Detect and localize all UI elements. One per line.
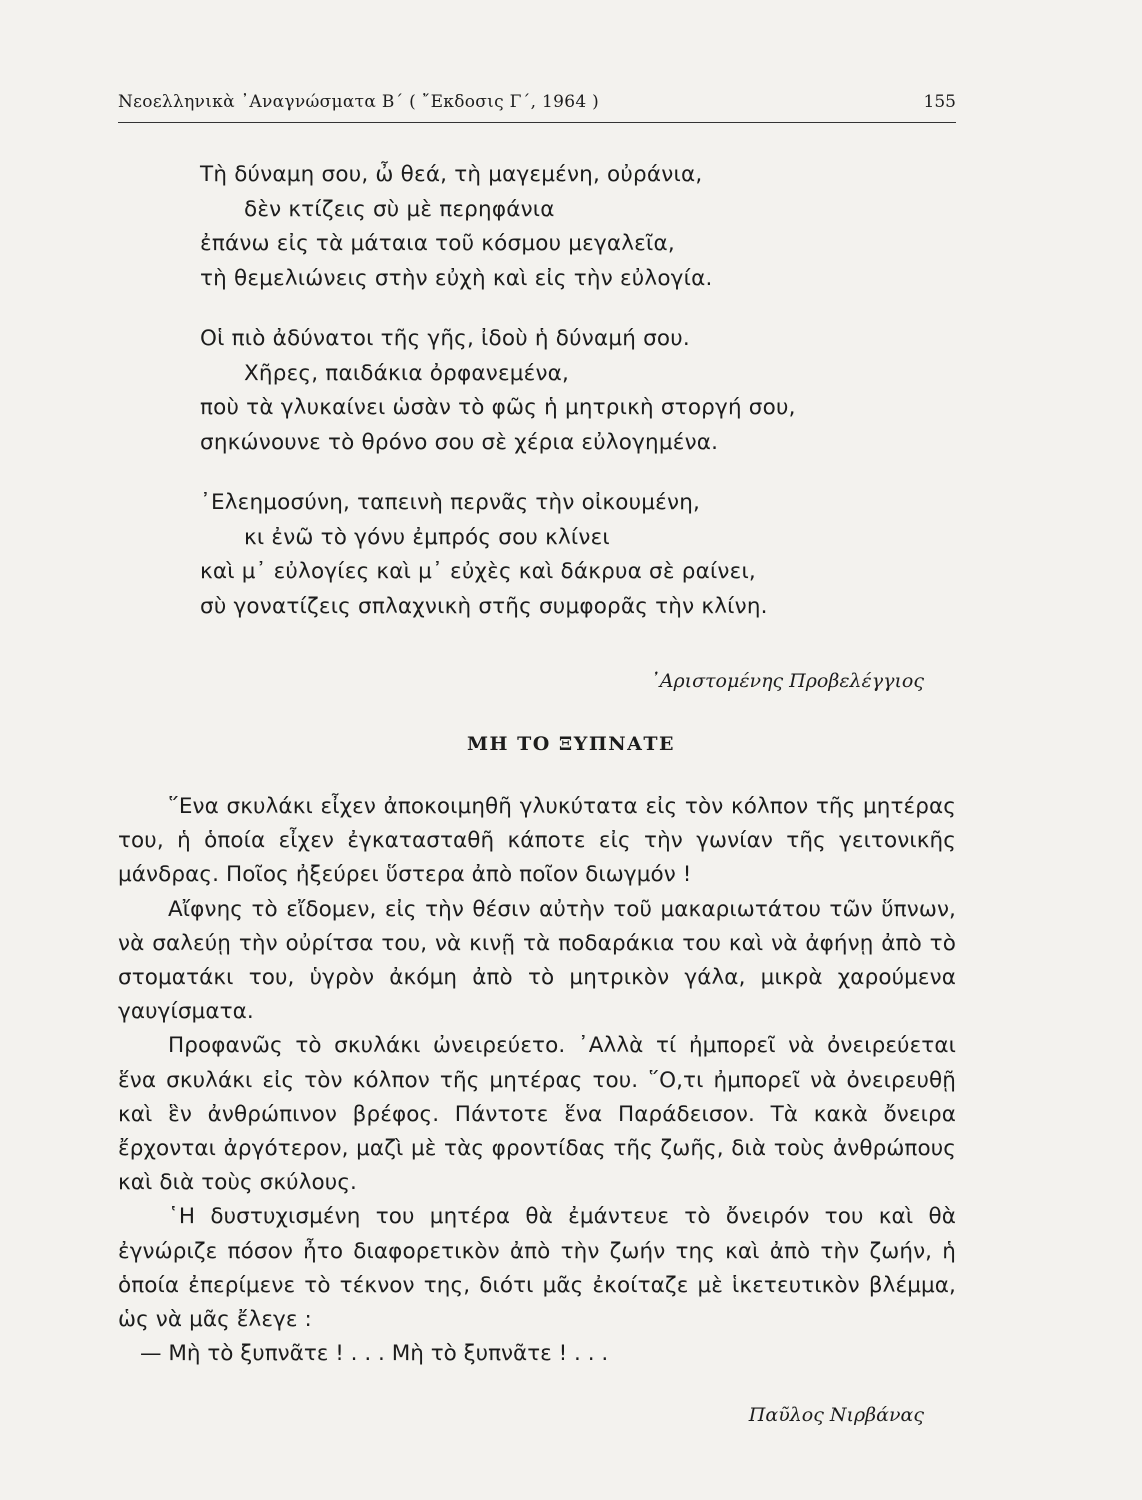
story-body [118, 790, 956, 1371]
poem-line: Οἱ πιὸ ἀδύνατοι τῆς γῆς, ἰδοὺ ἡ δύναμή σου. [200, 326, 690, 351]
page-number: 155 [923, 92, 956, 112]
poem-line: δὲν κτίζεις σὺ μὲ περηφάνια [244, 196, 555, 222]
story-paragraph: ῾Η δυστυχισμένη του μητέρα θὰ ἐμάντευε τὸ ὄνειρόν του καὶ θὰ ἐγνώριζε πόσον ἦτο διαφορετικὸν ἀπὸ τὴν ζωήν της καὶ ἀπὸ τὴν ζωήν, ἡ ὁποία ἐπερίμενε τὸ τέκνον της, διότι μᾶς ἐκοίταζε μὲ ἱκετευτικὸν βλέμμα, ὡς νὰ μᾶς ἔλεγε : [118, 1204, 956, 1333]
poem-stanza [200, 486, 960, 624]
story-title: ΜΗ ΤΟ ΞΥΠΝΑΤΕ [466, 733, 675, 755]
poem-line: σηκώνουνε τὸ θρόνο σου σὲ χέρια εὐλογημένα. [200, 429, 719, 455]
poem-line: ᾿Ελεημοσύνη, ταπεινὴ περνᾶς τὴν οἰκουμένη, [200, 490, 701, 515]
story-author: Παῦλος Νιρβάνας [748, 1404, 924, 1426]
poem-line: Τὴ δύναμη σου, ὦ θεά, τὴ μαγεμένη, οὐράνια, [200, 162, 703, 187]
poem [200, 158, 960, 650]
story-paragraph: Αἴφνης τὸ εἴδομεν, εἰς τὴν θέσιν αὐτὴν τοῦ μακαριωτάτου τῶν ὕπνων, νὰ σαλεύῃ τὴν οὐρίτσα του, νὰ κινῇ τὰ ποδαράκια του καὶ νὰ ἀφήνῃ ἀπὸ τὸ στοματάκι του, ὑγρὸν ἀκόμη ἀπὸ τὸ μητρικὸν γάλα, μικρὰ χαρούμενα γαυγίσματα. [118, 896, 956, 1025]
story-paragraph: Προφανῶς τὸ σκυλάκι ὠνειρεύετο. ᾿Αλλὰ τί ἠμπορεῖ νὰ ὀνειρεύεται ἕνα σκυλάκι εἰς τὸν κόλπον τῆς μητέρας του. ῞Ο,τι ἠμπορεῖ νὰ ὀνειρευθῇ καὶ ἓν ἀνθρώπινον βρέφος. Πάντοτε ἕνα Παράδεισον. Τὰ κακὰ ὄνειρα ἔρχονται ἀργότερον, μαζὶ μὲ τὰς φροντίδας τῆς ζωῆς, διὰ τοὺς ἀνθρώπους καὶ διὰ τοὺς σκύλους. [118, 1033, 956, 1196]
poem-line: καὶ μ᾿ εὐλογίες καὶ μ᾿ εὐχὲς καὶ δάκρυα σὲ ραίνει, [200, 559, 756, 584]
poem-author: ᾿Αριστομένης Προβελέγγιος [650, 670, 924, 692]
poem-line: ἐπάνω εἰς τὰ μάταια τοῦ κόσμου μεγαλεῖα, [200, 231, 675, 256]
poem-line: τὴ θεμελιώνεις στὴν εὐχὴ καὶ εἰς τὴν εὐλογία. [200, 265, 713, 291]
story-dialogue: — Μὴ τὸ ξυπνᾶτε ! . . . Μὴ τὸ ξυπνᾶτε ! . . . [140, 1341, 609, 1367]
poem-stanza [200, 322, 960, 460]
story-paragraph: ῞Ενα σκυλάκι εἶχεν ἀποκοιμηθῆ γλυκύτατα εἰς τὸν κόλπον τῆς μητέρας του, ἡ ὁποία εἶχεν ἐγκατασταθῆ κάποτε εἰς τὴν γωνίαν τῆς γειτονικῆς μάνδρας. Ποῖος ἠξεύρει ὕστερα ἀπὸ ποῖον διωγμόν ! [118, 794, 956, 888]
poem-stanza [200, 158, 960, 296]
poem-line: κι ἐνῶ τὸ γόνυ ἐμπρός σου κλίνει [244, 524, 610, 550]
poem-line: ποὺ τὰ γλυκαίνει ὡσὰν τὸ φῶς ἡ μητρικὴ στοργή σου, [200, 395, 796, 420]
poem-line: Χῆρες, παιδάκια ὀρφανεμένα, [244, 360, 570, 386]
poem-line: σὺ γονατίζεις σπλαχνικὴ στῆς συμφορᾶς τὴν κλίνη. [200, 593, 768, 619]
running-head: Νεοελληνικὰ ᾿Αναγνώσματα Β΄ ( ῎Εκδοσις Γ΄, 1964 ) [118, 92, 600, 112]
page-header [118, 88, 956, 123]
